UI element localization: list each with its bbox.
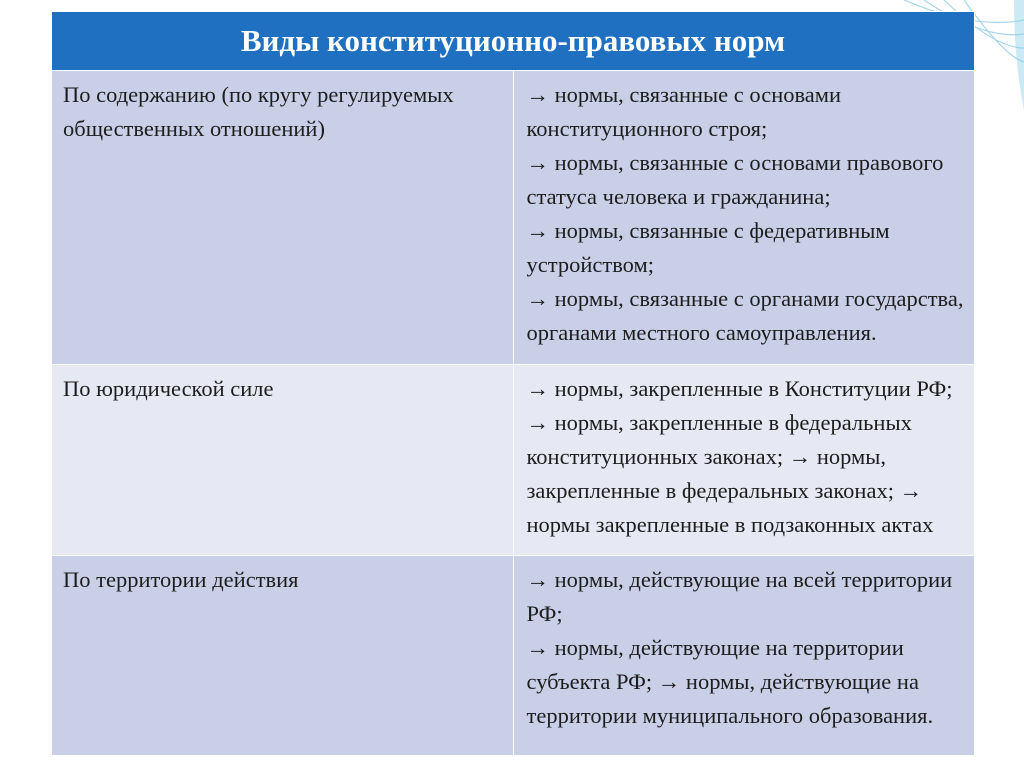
table-row xyxy=(52,71,975,365)
row-content: → нормы, закрепленные в Конституции РФ; → нормы, закрепленные в федеральных конституционных законах; → нормы, закрепленные в федеральных законах; → нормы закрепленные в подзаконных актах xyxy=(513,365,975,556)
row-content: → нормы, связанные с основами конституционного строя; → нормы, связанные с основами правового статуса человека и гражданина; → нормы, связанные с федеративным устройством; → нормы, связанные с органами государства, органами местного самоуправления. xyxy=(513,71,975,365)
norms-table xyxy=(51,11,975,756)
table-row xyxy=(52,556,975,756)
row-content: → нормы, действующие на всей территории РФ; → нормы, действующие на территории субъекта РФ; → нормы, действующие на территории муниципального образования. xyxy=(513,556,975,756)
table-header-row xyxy=(52,12,975,71)
row-label: По территории действия xyxy=(52,556,514,756)
table-title: Виды конституционно-правовых норм xyxy=(52,12,975,71)
row-label: По юридической силе xyxy=(52,365,514,556)
row-label: По содержанию (по кругу регулируемых общественных отношений) xyxy=(52,71,514,365)
table-row xyxy=(52,365,975,556)
